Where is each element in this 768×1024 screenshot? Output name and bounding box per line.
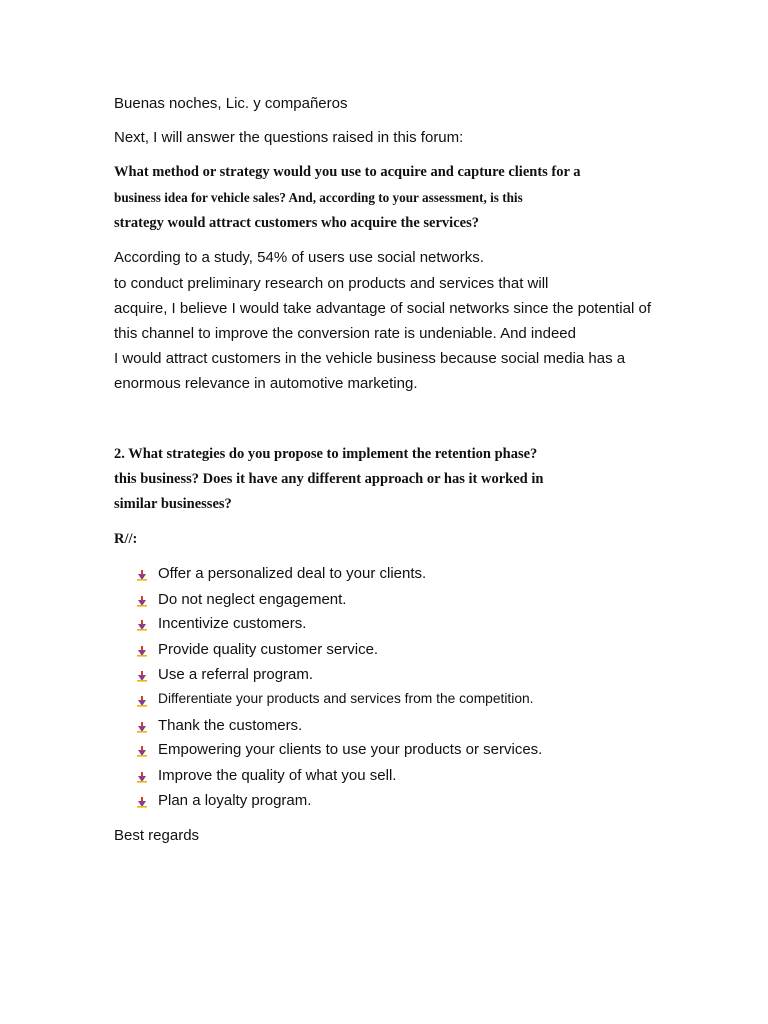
arrow-down-bullet-icon [136,796,148,808]
list-item-text: Do not neglect engagement. [158,591,347,608]
arrow-down-bullet-icon [136,595,148,607]
arrow-down-bullet-icon [136,569,148,581]
list-item-text: Thank the customers. [158,717,303,734]
arrow-down-bullet-icon [136,745,148,757]
question-2-line-1: 2. What strategies do you propose to implement the retention phase? [114,446,538,462]
question-2-line-3: similar businesses? [114,496,232,512]
closing: Best regards [114,827,200,844]
arrow-down-bullet-icon [136,670,148,682]
list-item-text: Incentivize customers. [158,615,307,632]
answer-1-line-1: According to a study, 54% of users use social networks. [114,249,484,266]
answer-1-line-5: I would attract customers in the vehicle business because social media has a [114,350,626,367]
answer-1-line-6: enormous relevance in automotive marketing. [114,375,418,392]
list-item-text: Use a referral program. [158,666,314,683]
question-1-line-2: business idea for vehicle sales? And, according to your assessment, is this [114,190,523,205]
list-item-text: Offer a personalized deal to your clients. [158,565,427,582]
intro-text: Next, I will answer the questions raised in this forum: [114,129,464,146]
question-1-line-3: strategy would attract customers who acquire the services? [114,215,479,231]
list-item-text: Improve the quality of what you sell. [158,767,397,784]
list-item-text: Empowering your clients to use your products or services. [158,741,543,758]
answer-1-line-4: this channel to improve the conversion rate is undeniable. And indeed [114,325,576,342]
answer-1-line-2: to conduct preliminary research on products and services that will [114,275,549,292]
arrow-down-bullet-icon [136,619,148,631]
list-item-text: Differentiate your products and services from the competition. [158,691,534,706]
arrow-down-bullet-icon [136,695,148,707]
arrow-down-bullet-icon [136,721,148,733]
list-item-text: Plan a loyalty program. [158,792,312,809]
response-label: R//: [114,531,138,547]
greeting: Buenas noches, Lic. y compañeros [114,95,348,112]
arrow-down-bullet-icon [136,771,148,783]
question-1-line-1: What method or strategy would you use to acquire and capture clients for a [114,164,581,180]
list-item-text: Provide quality customer service. [158,641,379,658]
question-2-line-2: this business? Does it have any different approach or has it worked in [114,471,544,487]
arrow-down-bullet-icon [136,645,148,657]
answer-1-line-3: acquire, I believe I would take advantage of social networks since the potential of [114,300,651,317]
